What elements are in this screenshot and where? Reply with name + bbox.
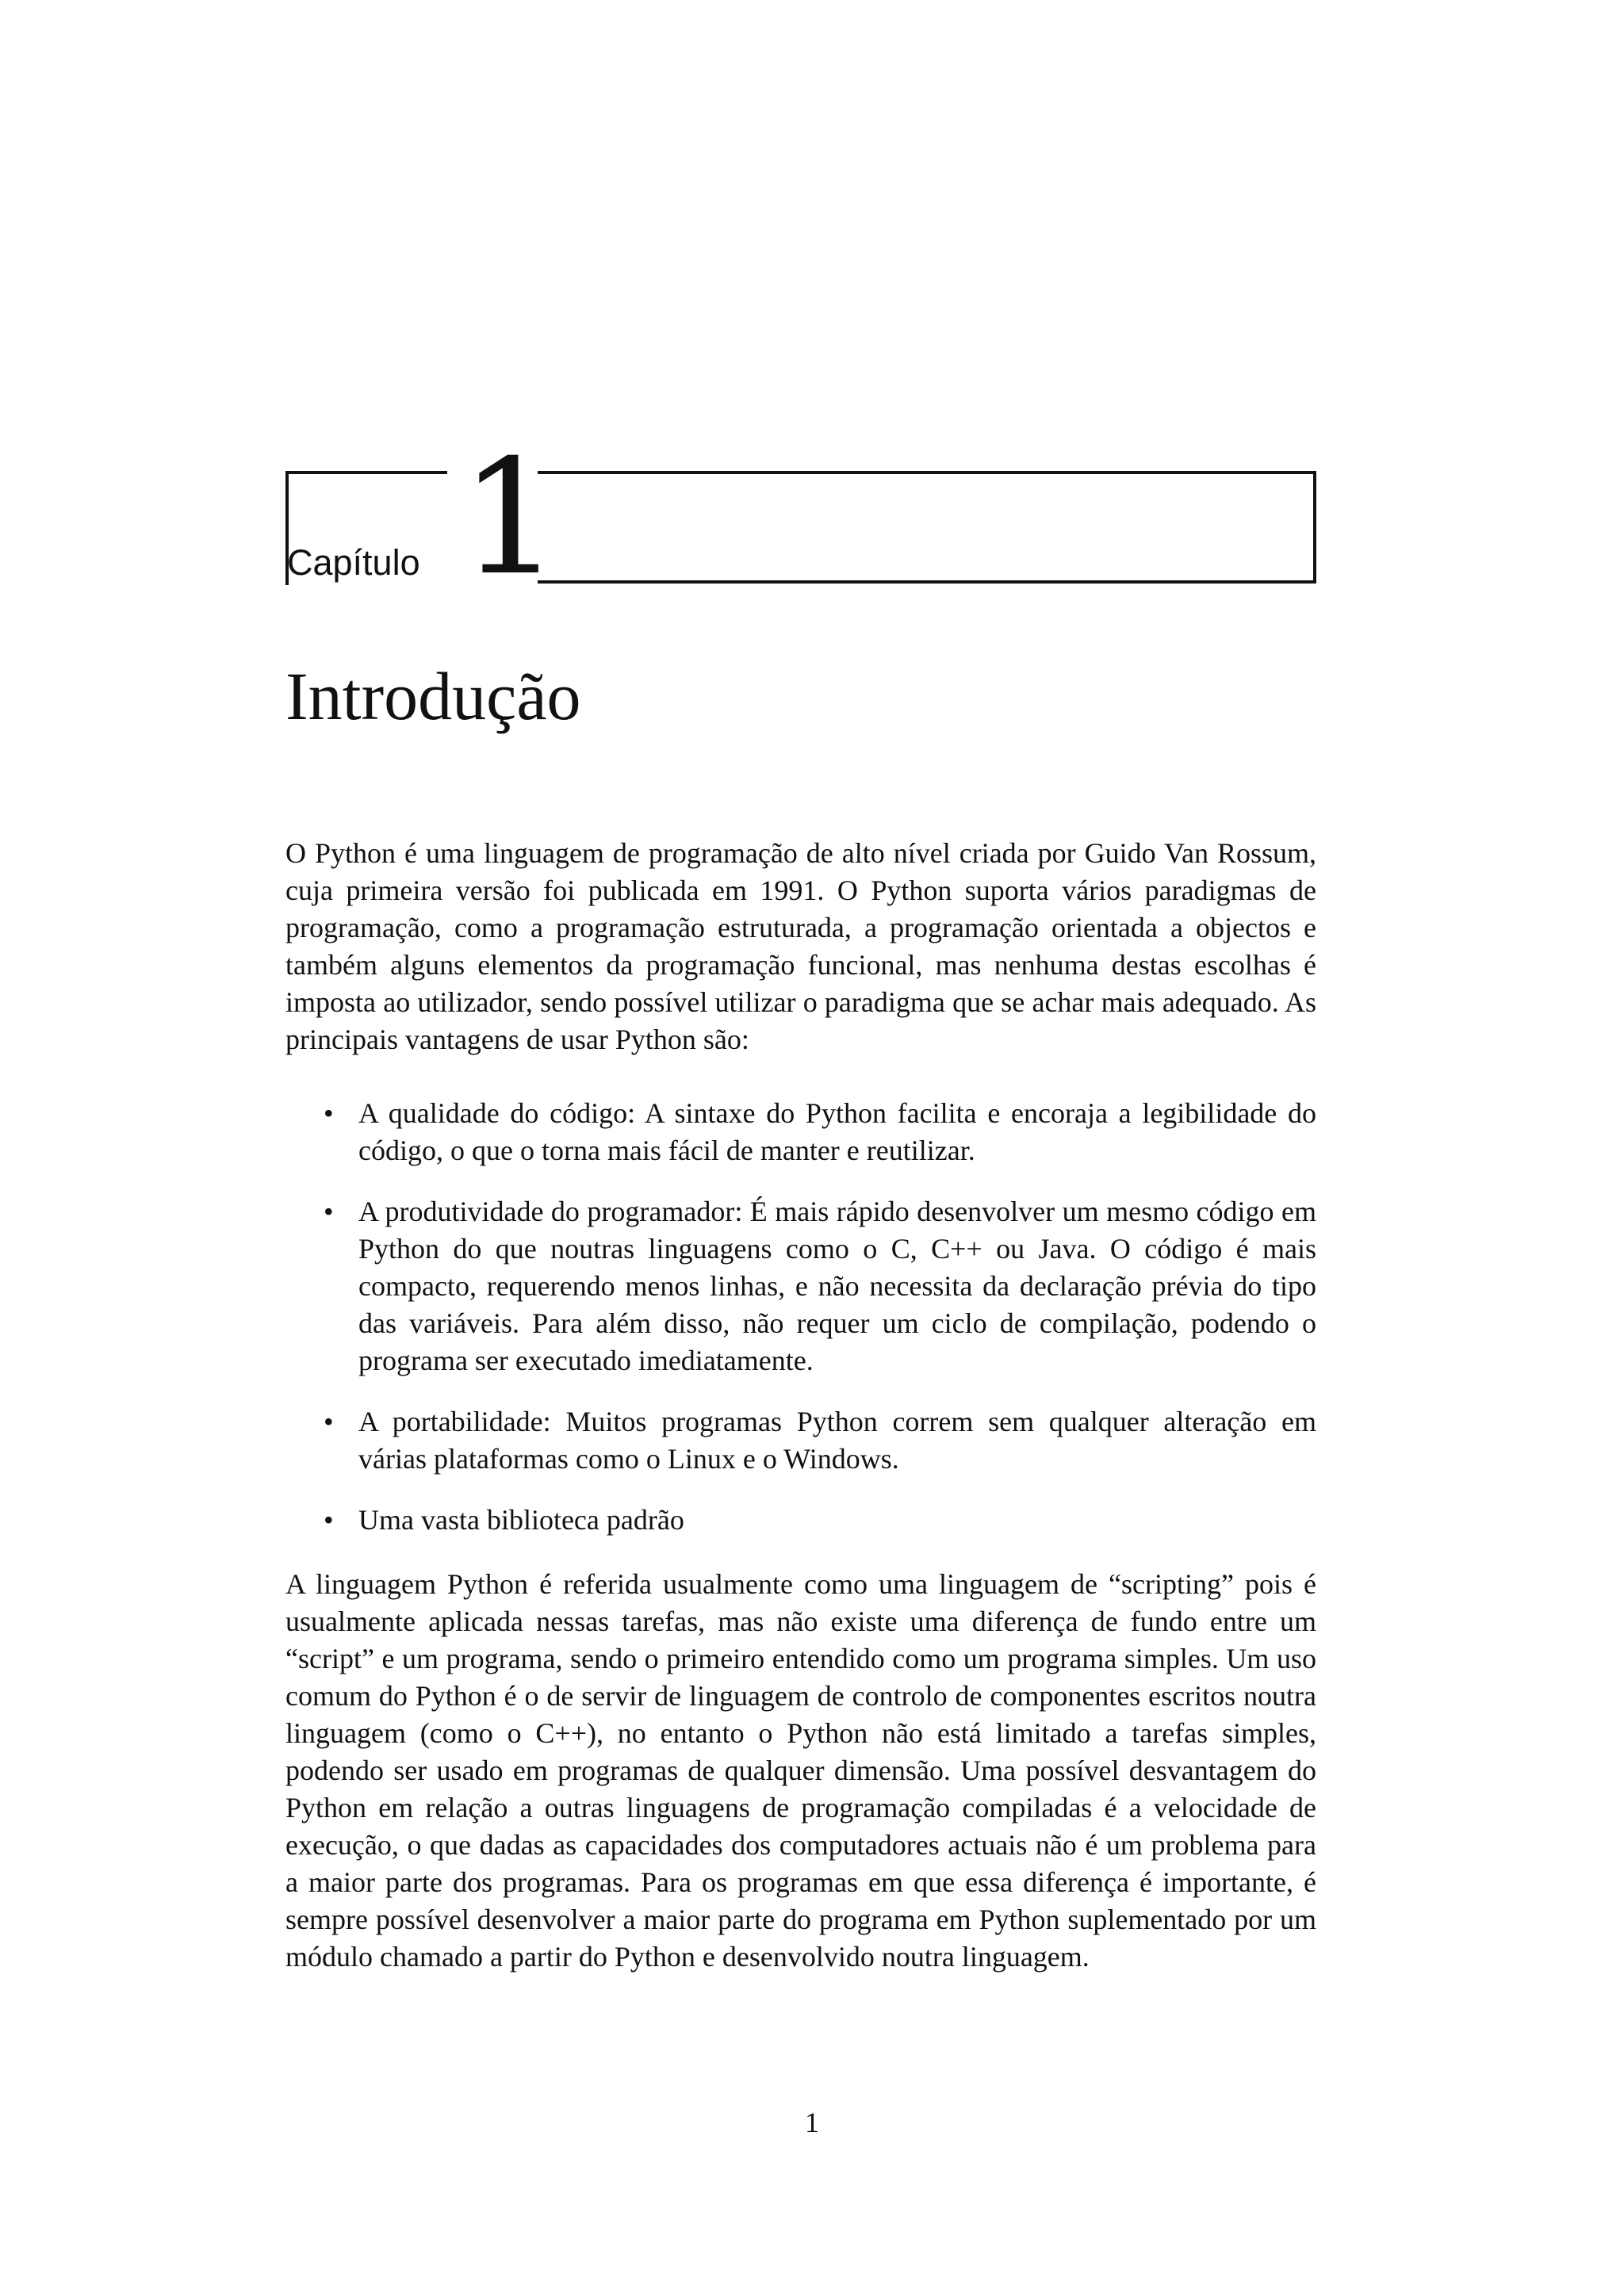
chapter-body bbox=[285, 835, 1316, 1976]
list-item: • A portabilidade: Muitos programas Python correm sem qualquer alteração em várias plataformas como o Linux e o Windows. bbox=[358, 1403, 1316, 1478]
page-number: 1 bbox=[805, 2107, 819, 2138]
list-item: • A produtividade do programador: É mais rápido desenvolver um mesmo código em Python do que noutras linguagens como o C, C++ ou Java. O código é mais compacto, requerendo menos linhas, e não necessita da declaração prévia do tipo das variáveis. Para além disso, não requer um ciclo de compilação, podendo o programa ser executado imediatamente. bbox=[358, 1193, 1316, 1380]
chapter-header bbox=[285, 426, 1316, 610]
intro-paragraph: O Python é uma linguagem de programação de alto nível criada por Guido Van Rossum, cuja primeira versão foi publicada em 1991. O Python suporta vários paradigmas de programação, como a programação estruturada, a programação orientada a objectos e também alguns elementos da programação funcional, mas nenhuma destas escolhas é imposta ao utilizador, sendo possível utilizar o paradigma que se achar mais adequado. As principais vantagens de usar Python são: bbox=[285, 837, 1316, 1055]
chapter-frame-right bbox=[538, 471, 1316, 584]
advantages-list bbox=[285, 1095, 1316, 1539]
list-item: • Uma vasta biblioteca padrão bbox=[358, 1502, 1316, 1539]
chapter-label: Capítulo bbox=[287, 542, 420, 583]
closing-paragraph: A linguagem Python é referida usualmente como uma linguagem de “scripting” pois é usualmente aplicada nessas tarefas, mas não existe uma diferença de fundo entre um “script” e um programa, sendo o primeiro entendido como um programa simples. Um uso comum do Python é o de servir de linguagem de controlo de componentes escritos noutra linguagem (como o C++), no entanto o Python não está limitado a tarefas simples, podendo ser usado em programas de qualquer dimensão. Uma possível desvantagem do Python em relação a outras linguagens de programação compiladas é a velocidade de execução, o que dadas as capacidades dos computadores actuais não é um problema para a maior parte dos programas. Para os programas em que essa diferença é importante, é sempre possível desenvolver a maior parte do programa em Python suplementado por um módulo chamado a partir do Python e desenvolvido noutra linguagem. bbox=[285, 1568, 1316, 1973]
list-item: • A qualidade do código: A sintaxe do Python facilita e encoraja a legibilidade do código, o que o torna mais fácil de manter e reutilizar. bbox=[358, 1095, 1316, 1169]
chapter-number: 1 bbox=[460, 426, 561, 610]
chapter-title: Introdução bbox=[285, 658, 581, 734]
